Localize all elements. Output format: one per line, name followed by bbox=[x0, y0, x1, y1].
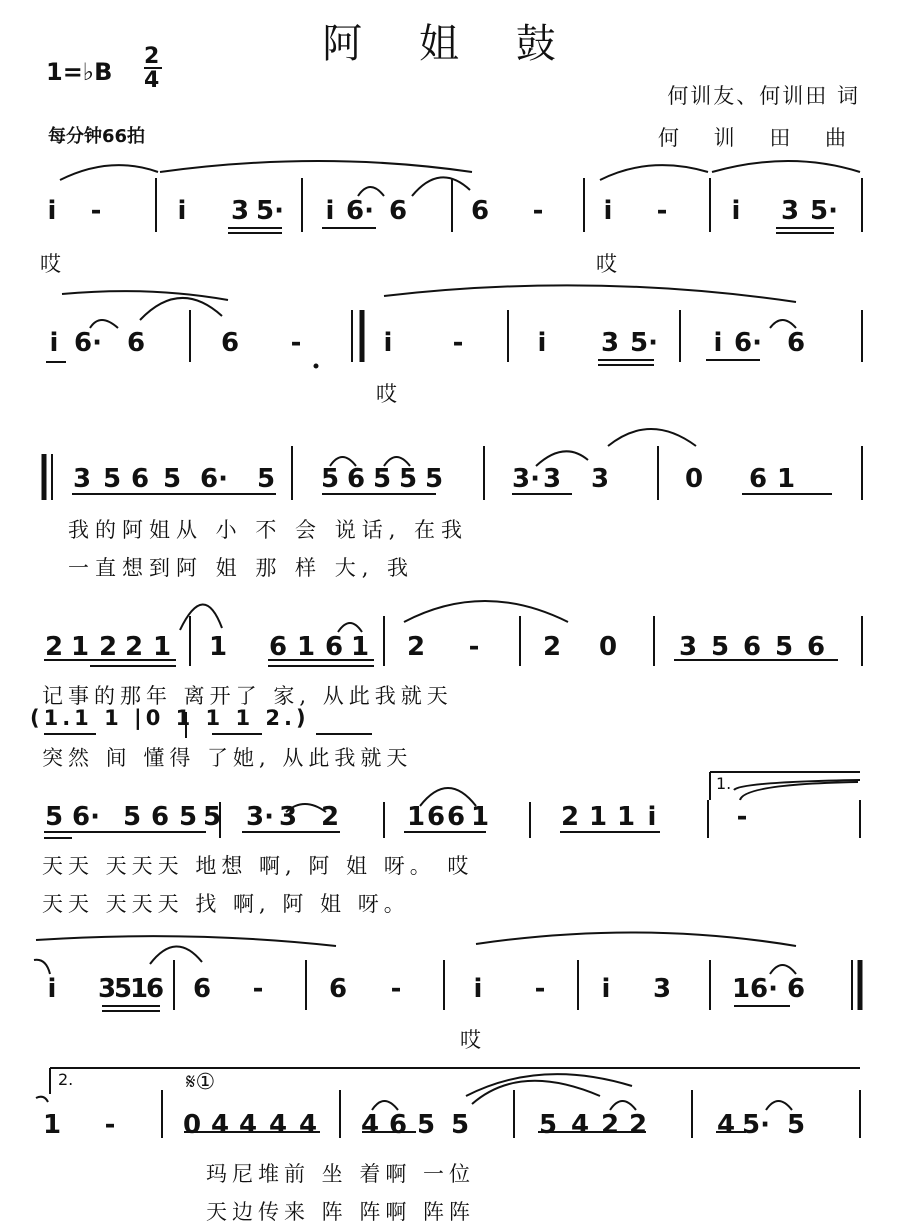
note: i bbox=[177, 196, 187, 226]
note: 3 bbox=[590, 464, 610, 494]
note: 1 bbox=[296, 632, 316, 662]
key-signature: 1=♭B bbox=[46, 58, 113, 86]
note: 6 bbox=[388, 1110, 408, 1140]
lyric-line: 一直想到阿 姐 那 样 大, 我 bbox=[68, 556, 415, 580]
note: 6· bbox=[72, 802, 100, 832]
note: 3· bbox=[246, 802, 274, 832]
note: 1 bbox=[406, 802, 426, 832]
note: i bbox=[47, 974, 57, 1004]
note: i bbox=[49, 328, 59, 358]
note: 3 bbox=[678, 632, 698, 662]
note: 5 bbox=[320, 464, 340, 494]
note: 6 bbox=[470, 196, 490, 226]
song-title: 阿 姐 鼓 bbox=[322, 21, 578, 67]
note: 6 bbox=[786, 328, 806, 358]
note: 5 bbox=[450, 1110, 470, 1140]
note: 5 bbox=[114, 974, 133, 1004]
note: 1 bbox=[42, 1110, 62, 1140]
note: 4 bbox=[360, 1110, 380, 1140]
note: - bbox=[252, 974, 264, 1004]
note: 6 bbox=[346, 464, 366, 494]
note: 2 bbox=[124, 632, 144, 662]
note: 4 bbox=[570, 1110, 590, 1140]
note: 6 bbox=[426, 802, 446, 832]
note: 5 bbox=[162, 464, 182, 494]
note: 3 bbox=[600, 328, 620, 358]
note: 1 bbox=[470, 802, 490, 832]
note: - bbox=[468, 632, 480, 662]
note: 5 bbox=[786, 1110, 806, 1140]
note: 5 bbox=[424, 464, 444, 494]
note: 6· bbox=[200, 464, 228, 494]
note: 5 bbox=[398, 464, 418, 494]
note: - bbox=[736, 802, 748, 832]
note: i bbox=[473, 974, 483, 1004]
volta-2-label: 2. bbox=[58, 1070, 74, 1089]
note: 4 bbox=[238, 1110, 258, 1140]
note: 0 bbox=[684, 464, 704, 494]
note: 4 bbox=[210, 1110, 230, 1140]
note: 1 bbox=[588, 802, 608, 832]
note: 5 bbox=[774, 632, 794, 662]
note: 2 bbox=[560, 802, 580, 832]
note: 5 bbox=[256, 464, 276, 494]
segno-marker: 𝄋① bbox=[186, 1070, 216, 1095]
note: 5 bbox=[538, 1110, 558, 1140]
note: 6 bbox=[806, 632, 826, 662]
note: 6 bbox=[192, 974, 212, 1004]
lyric-line: 天天 天天天 地想 啊, 阿 姐 呀。 哎 bbox=[42, 854, 474, 878]
note: 2 bbox=[542, 632, 562, 662]
note: - bbox=[104, 1110, 116, 1140]
note: 6· bbox=[750, 974, 778, 1004]
lyric-line: 哎 bbox=[596, 252, 623, 276]
note: 1 bbox=[70, 632, 90, 662]
note: 6 bbox=[126, 328, 146, 358]
note: - bbox=[290, 328, 302, 358]
note: i bbox=[325, 196, 335, 226]
note: 1 bbox=[776, 464, 796, 494]
note: 5 bbox=[178, 802, 198, 832]
note: 1 bbox=[208, 632, 228, 662]
note: i bbox=[731, 196, 741, 226]
time-signature-top: 2 bbox=[144, 44, 160, 69]
note: 3 bbox=[230, 196, 250, 226]
note: 1 bbox=[130, 974, 149, 1004]
note: 2 bbox=[406, 632, 426, 662]
note: 3 bbox=[72, 464, 92, 494]
note: 6 bbox=[748, 464, 768, 494]
note: 6· bbox=[734, 328, 762, 358]
note: 2 bbox=[600, 1110, 620, 1140]
note: 5· bbox=[630, 328, 658, 358]
note: - bbox=[452, 328, 464, 358]
note: 6 bbox=[130, 464, 150, 494]
lyricist-credit: 何训友、何训田 词 bbox=[667, 84, 860, 108]
note: i bbox=[47, 196, 57, 226]
note: 3 bbox=[98, 974, 117, 1004]
note: 3 bbox=[652, 974, 672, 1004]
note: - bbox=[390, 974, 402, 1004]
lyric-line: 天边传来 阵 阵啊 阵阵 bbox=[206, 1200, 476, 1224]
note: 3 bbox=[278, 802, 298, 832]
note: 6 bbox=[328, 974, 348, 1004]
lyric-line: 哎 bbox=[460, 1028, 487, 1052]
note: 0 bbox=[598, 632, 618, 662]
lyric-line: 记事的那年 离开了 家, 从此我就天 bbox=[42, 684, 453, 708]
note: 6 bbox=[786, 974, 806, 1004]
note: 4 bbox=[298, 1110, 318, 1140]
lyric-line: 我的阿姐从 小 不 会 说话, 在我 bbox=[68, 518, 469, 542]
time-signature-bottom: 4 bbox=[144, 68, 160, 93]
note: 1 bbox=[616, 802, 636, 832]
note: 2 bbox=[628, 1110, 648, 1140]
lyric-line: 哎 bbox=[40, 252, 67, 276]
note: 5 bbox=[372, 464, 392, 494]
note: - bbox=[90, 196, 102, 226]
note: 4 bbox=[268, 1110, 288, 1140]
note: 6 bbox=[146, 974, 165, 1004]
note: - bbox=[656, 196, 668, 226]
note: 6 bbox=[268, 632, 288, 662]
note: 5 bbox=[102, 464, 122, 494]
note: 6 bbox=[324, 632, 344, 662]
lyric-line: 哎 bbox=[376, 382, 403, 406]
note: 0 bbox=[182, 1110, 202, 1140]
note: 6 bbox=[742, 632, 762, 662]
note: 6· bbox=[346, 196, 374, 226]
note: 2 bbox=[98, 632, 118, 662]
lyric-line: 突然 间 懂得 了她, 从此我就天 bbox=[42, 746, 413, 770]
note: 5 bbox=[416, 1110, 436, 1140]
note: 6 bbox=[446, 802, 466, 832]
note: i bbox=[647, 802, 657, 832]
note: 5 bbox=[202, 802, 222, 832]
note: 6 bbox=[220, 328, 240, 358]
lyric-line: (1.1 1 |0 1 1 1 2.) bbox=[30, 706, 310, 730]
note: 1 bbox=[350, 632, 370, 662]
note: 1 bbox=[732, 974, 751, 1004]
composer-credit: 何 训 田 曲 bbox=[657, 126, 860, 150]
note: 6 bbox=[388, 196, 408, 226]
note: i bbox=[601, 974, 611, 1004]
note: 6· bbox=[74, 328, 102, 358]
note: i bbox=[603, 196, 613, 226]
note: 4 bbox=[716, 1110, 736, 1140]
note: 3 bbox=[780, 196, 800, 226]
note: - bbox=[532, 196, 544, 226]
volta-1-label: 1. bbox=[716, 774, 732, 793]
note: 5· bbox=[810, 196, 838, 226]
note: 2 bbox=[44, 632, 64, 662]
note: 2 bbox=[320, 802, 340, 832]
note: 5 bbox=[710, 632, 730, 662]
note: 3 bbox=[542, 464, 562, 494]
note: 5 bbox=[122, 802, 142, 832]
note: 3· bbox=[512, 464, 540, 494]
note: i bbox=[537, 328, 547, 358]
note: 5· bbox=[742, 1110, 770, 1140]
note: - bbox=[534, 974, 546, 1004]
note: i bbox=[383, 328, 393, 358]
lyric-line: 天天 天天天 找 啊, 阿 姐 呀。 bbox=[42, 892, 410, 916]
note: 1 bbox=[152, 632, 172, 662]
note: 5· bbox=[256, 196, 284, 226]
note: i bbox=[713, 328, 723, 358]
note: 6 bbox=[150, 802, 170, 832]
note: 5 bbox=[44, 802, 64, 832]
tempo-marking: 每分钟66拍 bbox=[48, 126, 146, 147]
lyric-line: 玛尼堆前 坐 着啊 一位 bbox=[206, 1162, 476, 1186]
